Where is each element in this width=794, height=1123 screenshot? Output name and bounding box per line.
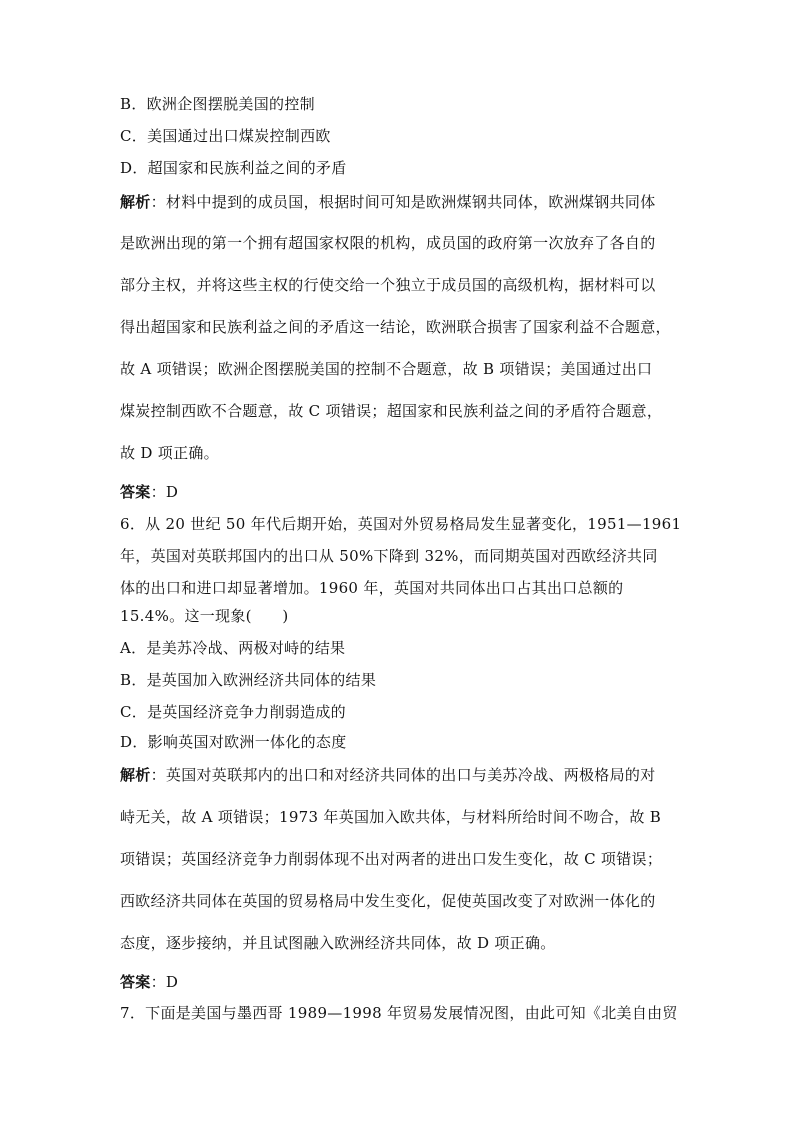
q6-stem-line-4: 15.4%。这一现象( ) <box>120 607 289 625</box>
q5-answer-value: ：D <box>150 483 179 501</box>
q6-analysis-text-1: ：英国对英联邦内的出口和对经济共同体的出口与美苏冷战、两极格局的对 <box>150 766 656 784</box>
q5-answer <box>120 482 178 502</box>
q6-analysis-line-1 <box>120 765 656 785</box>
q5-analysis-line-4: 得出超国家和民族利益之间的矛盾这一结论，欧洲联合损害了国家利益不合题意， <box>120 318 671 336</box>
q6-analysis-line-3: 项错误；英国经济竞争力削弱体现不出对两者的进出口发生变化，故 C 项错误； <box>120 850 663 868</box>
q6-stem-line-2: 年，英国对英联邦国内的出口从 50%下降到 32%，而同期英国对西欧经济共同 <box>120 547 658 565</box>
q5-option-c: C．美国通过出口煤炭控制西欧 <box>120 127 331 145</box>
q5-analysis-line-2: 是欧洲出现的第一个拥有超国家权限的机构，成员国的政府第一次放弃了各自的 <box>120 234 656 252</box>
q5-analysis-label: 解析 <box>120 193 151 211</box>
q6-answer-value: ：D <box>150 973 179 991</box>
q6-answer-label: 答案 <box>120 973 151 991</box>
q6-stem-line-1: 6．从 20 世纪 50 年代后期开始，英国对外贸易格局发生显著变化，1951—1961 <box>120 515 682 533</box>
q5-analysis-line-7: 故 D 项正确。 <box>120 444 219 462</box>
q5-answer-label: 答案 <box>120 483 151 501</box>
q6-option-a: A．是美苏冷战、两极对峙的结果 <box>120 639 346 657</box>
q6-analysis-line-2: 峙无关，故 A 项错误；1973 年英国加入欧共体，与材料所给时间不吻合，故 B <box>120 808 662 826</box>
q6-option-b: B．是英国加入欧洲经济共同体的结果 <box>120 671 377 689</box>
q6-option-d: D．影响英国对欧洲一体化的态度 <box>120 733 347 751</box>
q6-answer <box>120 972 178 992</box>
q5-analysis-line-1 <box>120 192 656 212</box>
q5-analysis-line-3: 部分主权，并将这些主权的行使交给一个独立于成员国的高级机构，据材料可以 <box>120 276 656 294</box>
q6-stem-line-3: 体的出口和进口却显著增加。1960 年，英国对共同体出口占其出口总额的 <box>120 579 624 597</box>
q6-analysis-label: 解析 <box>120 766 151 784</box>
q6-analysis-line-4: 西欧经济共同体在英国的贸易格局中发生变化，促使英国改变了对欧洲一体化的 <box>120 892 656 910</box>
q5-option-d: D．超国家和民族利益之间的矛盾 <box>120 159 347 177</box>
q5-analysis-line-5: 故 A 项错误；欧洲企图摆脱美国的控制不合题意，故 B 项错误；美国通过出口 <box>120 360 653 378</box>
q5-analysis-line-6: 煤炭控制西欧不合题意，故 C 项错误；超国家和民族利益之间的矛盾符合题意， <box>120 402 663 420</box>
q7-stem-line-1: 7．下面是美国与墨西哥 1989—1998 年贸易发展情况图，由此可知《北美自由贸 <box>120 1004 678 1022</box>
q5-option-b: B．欧洲企图摆脱美国的控制 <box>120 95 315 113</box>
q5-analysis-text-1: ：材料中提到的成员国，根据时间可知是欧洲煤钢共同体，欧洲煤钢共同体 <box>150 193 656 211</box>
q6-analysis-line-5: 态度，逐步接纳，并且试图融入欧洲经济共同体，故 D 项正确。 <box>120 934 556 952</box>
q6-option-c: C．是英国经济竞争力削弱造成的 <box>120 703 346 721</box>
